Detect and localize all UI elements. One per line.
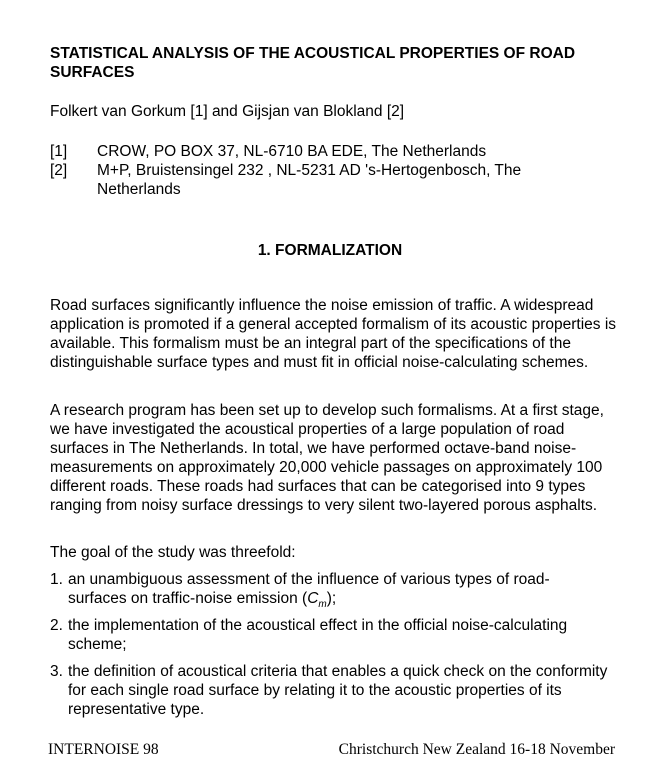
affiliation-number: [2] — [50, 162, 68, 179]
goal-text: the implementation of the acoustical effect in the official noise-calculating scheme; — [68, 617, 568, 653]
goal-number: 3. — [50, 663, 63, 680]
footer-location-date: Christchurch New Zealand 16-18 November — [338, 741, 615, 758]
paper-title: STATISTICAL ANALYSIS OF THE ACOUSTICAL PROPERTIES OF ROAD SURFACES — [50, 45, 576, 81]
affiliation-text: CROW, PO BOX 37, NL-6710 BA EDE, The Netherlands — [97, 143, 487, 160]
paragraph-intro: Road surfaces significantly influence the noise emission of traffic. A widespread application is promoted if a general accepted formalism of its acoustic properties is available. This formalism must be an integral part of the specifications of the distinguishable surface types and must fit in official noise-calculating schemes. — [50, 297, 617, 371]
goal-number: 1. — [50, 571, 63, 588]
paragraph-goal: The goal of the study was threefold: — [50, 544, 296, 561]
affiliation-number: [1] — [50, 143, 68, 160]
paragraph-research: A research program has been set up to develop such formalisms. At a first stage, we have investigated the acoustical properties of a large population of road surfaces in The Netherlands. In total, we have performed octave-band noise-measurements on approximately 20,000 vehicle passages on approximately 100 different roads. These roads had surfaces that can be categorised into 9 types ranging from noisy surface dressings to very silent two-layered porous asphalts. — [50, 402, 604, 514]
goal-text: the definition of acoustical criteria that enables a quick check on the conformity for each single road surface by relating it to the acoustic properties of its representative type. — [68, 663, 608, 718]
footer-conference: INTERNOISE 98 — [48, 741, 159, 758]
section-heading: 1. FORMALIZATION — [257, 242, 403, 259]
authors: Folkert van Gorkum [1] and Gijsjan van Blokland [2] — [50, 103, 405, 120]
affiliation-text: M+P, Bruistensingel 232 , NL-5231 AD 's-Hertogenbosch, The Netherlands — [97, 162, 522, 198]
goal-text: an unambiguous assessment of the influence of various types of road-surfaces on traffic-noise emission $(C_m)$; — [68, 571, 550, 611]
goal-number: 2. — [50, 617, 63, 634]
